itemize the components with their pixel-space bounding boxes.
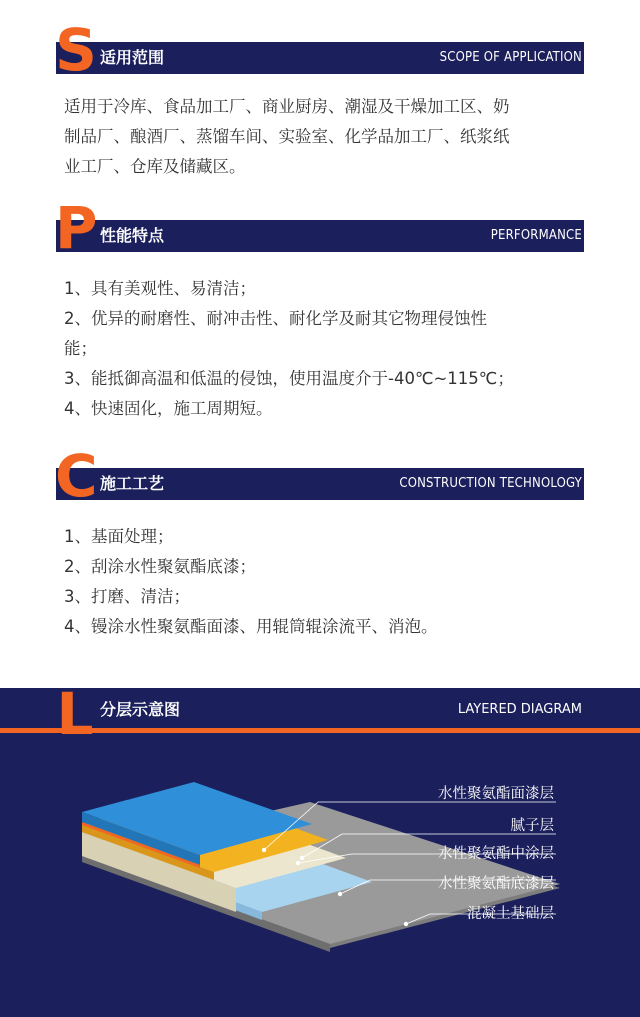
layer-label-mid-coat: 水性聚氨酯中涂层 — [438, 846, 554, 862]
section-header-scope — [0, 16, 640, 84]
text-line: 2、优异的耐磨性、耐冲击性、耐化学及耐其它物理侵蚀性 — [64, 309, 487, 328]
layer-label-primer: 水性聚氨酯底漆层 — [438, 876, 554, 892]
layered-diagram-panel — [0, 680, 640, 1017]
layer-label-concrete: 混凝土基础层 — [467, 906, 554, 922]
construction-text — [64, 522, 594, 642]
text-line: 4、镘涂水性聚氨酯面漆、用辊筒辊涂流平、消泡。 — [64, 617, 438, 636]
leader-dot — [300, 856, 304, 860]
leader-dot — [338, 892, 342, 896]
section-letter: C — [55, 442, 96, 510]
section-letter: P — [55, 194, 96, 262]
section-title: 施工工艺 — [100, 474, 165, 493]
performance-text — [64, 274, 594, 424]
section-header-performance — [0, 194, 640, 262]
leader-dot — [404, 922, 408, 926]
section-title-en: PERFORMANCE — [490, 228, 582, 243]
text-line: 适用于冷库、食品加工厂、商业厨房、潮湿及干燥加工区、奶 — [64, 97, 510, 116]
leader-dot — [296, 861, 300, 865]
layer-label-putty: 腻子层 — [510, 818, 554, 834]
scope-text — [64, 92, 594, 182]
text-line: 1、基面处理； — [64, 527, 174, 546]
section-title-en: SCOPE OF APPLICATION — [439, 50, 582, 65]
section-title: 适用范围 — [100, 48, 165, 67]
text-line: 能； — [64, 339, 97, 358]
section-header-construction — [0, 442, 640, 510]
section-title: 性能特点 — [100, 226, 165, 245]
text-line: 3、能抵御高温和低温的侵蚀，使用温度介于-40℃~115℃； — [64, 369, 514, 388]
text-line: 3、打磨、清洁； — [64, 587, 190, 606]
section-letter: L — [56, 680, 94, 748]
text-line: 制品厂、酿酒厂、蒸馏车间、实验室、化学品加工厂、纸浆纸 — [64, 127, 510, 146]
leader-dot — [262, 848, 266, 852]
text-line: 2、刮涂水性聚氨酯底漆； — [64, 557, 256, 576]
text-line: 4、快速固化，施工周期短。 — [64, 399, 273, 418]
layer-label-top-coat: 水性聚氨酯面漆层 — [438, 786, 554, 802]
section-title-en: CONSTRUCTION TECHNOLOGY — [399, 476, 582, 491]
text-line: 1、具有美观性、易清洁； — [64, 279, 256, 298]
section-letter: S — [55, 16, 95, 84]
section-title-en: LAYERED DIAGRAM — [457, 702, 582, 717]
section-title: 分层示意图 — [100, 700, 181, 719]
text-line: 业工厂、仓库及储藏区。 — [64, 157, 246, 176]
